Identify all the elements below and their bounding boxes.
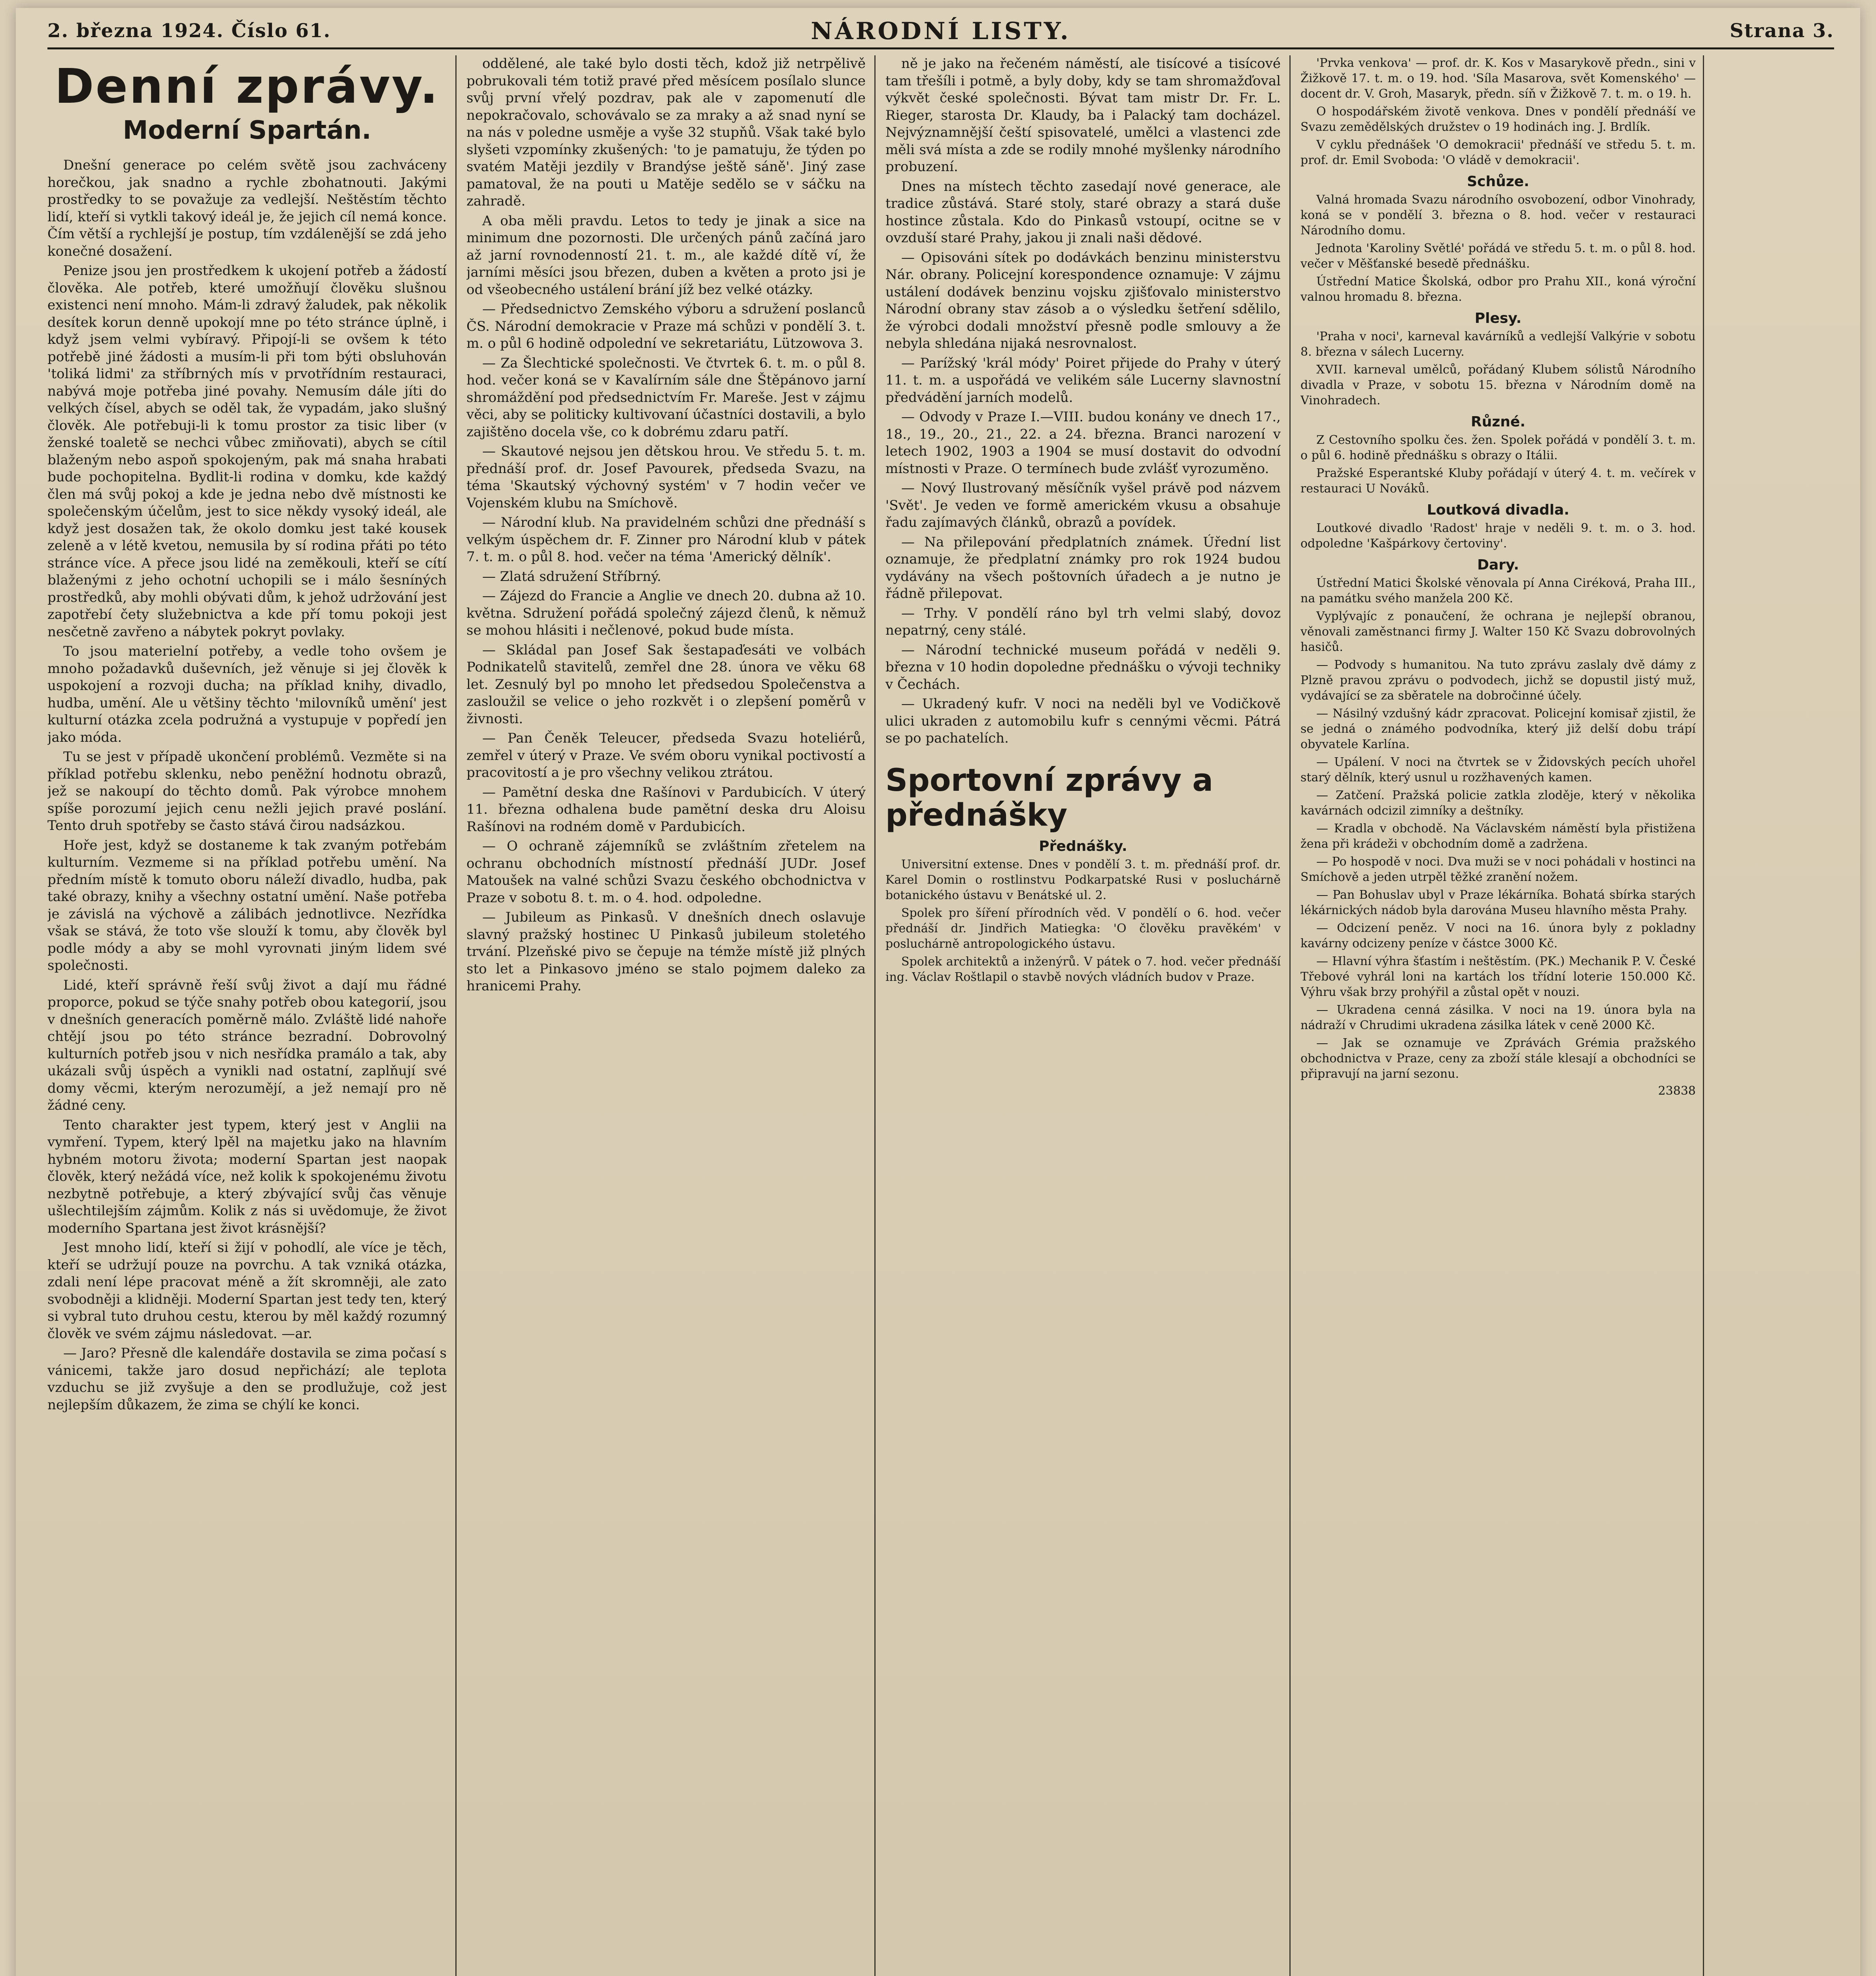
column-rule [455, 55, 457, 1976]
misc-item: Z Cestovního spolku čes. žen. Spolek pořádá v pondělí 3. t. m. o půl 6. hodině přednášku s obrazy o Itálii. [1300, 433, 1696, 462]
page-number: Strana 3. [1729, 20, 1834, 42]
article-paragraph: Hoře jest, když se dostaneme k tak zvaným potřebám kulturním. Vezmeme si na příklad potřebu umění. Na předním místě k tomuto oboru náleží divadlo, hudba, pak také obrazy, knihy a všechny ostatní umění. Naše potřeba je závislá na výchově a zálibách jednotlivce. Nezřídka však se stává, že toto vše slouží k tomu, aby člověk byl podle módy a aby se mohl vyrovnati jiným lidem své společnosti. [47, 837, 447, 973]
column-rule [874, 55, 876, 1976]
puppet-theatre-heading: Loutková divadla. [1427, 502, 1570, 518]
article-paragraph: Jest mnoho lidí, kteří si žijí v pohodlí, ale více je těch, kteří se udržují pouze na povrchu. A tak vzniká otázka, zdali není lépe pracovat méně a žít skromněji, ale zato svobodněji a klidněji. Moderní Spartan jest tedy ten, který si vybral tuto druhou cestu, kterou by měl každý rozumný člověk ve svém zájmu následovat. —ar. [47, 1240, 447, 1342]
news-item: — Předsednictvo Zemského výboru a sdružení poslanců ČS. Národní demokracie v Praze má schůzi v pondělí 3. t. m. o půl 6 hodině odpolední ve sekretariátu, Lützowova 3. [466, 301, 866, 351]
news-item: — Zatčení. Pražská policie zatkla zloděje, který v několika kavárnách odcizil zimníky a deštníky. [1300, 788, 1696, 818]
news-item: — Za Šlechtické společnosti. Ve čtvrtek 6. t. m. o půl 8. hod. večer koná se v Kavalírním sále dne Štěpánovo jarní shromáždění pod předsednictvím Fr. Mareše. Jest v zájmu věci, aby se politicky kultivovaní účastníci dostavili, a bylo zajištěno docela vše, co k dobrému zdaru patří. [466, 355, 866, 440]
news-item: — Po hospodě v noci. Dva muži se v noci pohádali v hostinci na Smíchově a jeden utrpěl těžké zranění nožem. [1300, 855, 1696, 884]
news-item: — Skládal pan Josef Sak šestapaďesáti ve volbách Podnikatelů stavitelů, zemřel dne 28. února ve věku 68 let. Zesnulý byl po mnoho let předsedou Společenstva a zasloužil se velice o jeho rozkvět i o zlepšení poměrů v živnosti. [466, 642, 866, 727]
misc-item: Pražské Esperantské Kluby pořádají v úterý 4. t. m. večírek v restauraci U Nováků. [1300, 466, 1696, 496]
article-paragraph: Penize jsou jen prostředkem k ukojení potřeb a žádostí člověka. Ale potřeb, které umožňují člověku slušnou existenci není mnoho. Mám-li zdravý žaludek, pak několik desítek korun denně upokojí mne po této stránce úplně, i když jsem velmi vybíravý. Připojí-li se ovšem k této potřebě jiné žádosti a musím-li při tom býti obsluhován 'toliká lidmi' za stříbrných mís v prvotřídním restauraci, nabývá moje potřeba jiné povahy. Nemusím dále jíti do velkých čísel, abych se oděl tak, že vypadám, jako slušný člověk. Ale potřebuji-li k tomu prostor za tisic liber (v ženské toaletě se nechci vůbec zmiňovati), abych se cítil blaženým nebo aspoň spokojeným, pak má snaha hrabati bude pochopitelna. Bydlit-li rodina v domku, kde každý člen má svůj pokoj a kde je jedna nebo dvě místnosti ke společenským účelům, jest to sice někdy vysoký ideál, ale když jest dosažen tak, že okolo domku jest také kousek zeleně a v létě kvetou, nemusila by sí rodina přáti po této stránce více. A přece jsou lidé na zeměkouli, kteří se cítí blaženými z jeho ochotní uchopili se i málo šesníných prostředků, aby mohli obývati dům, k jehož udržování jest zapotřebí čety služebnictva a kde pří tomu pokoji jest nesčetně zavřeno a nábytek pokryt povlaky. [47, 263, 447, 640]
ad-number: 23838 [1658, 1084, 1696, 1098]
lecture-item: V cyklu přednášek 'O demokracii' přednáší ve středu 5. t. m. prof. dr. Emil Svoboda: 'O vládě v demokracii'. [1300, 138, 1696, 167]
news-item: — Upálení. V noci na čtvrtek se v Židovských pecích uhořel starý dělník, který usnul u rozžhavených kamen. [1300, 755, 1696, 784]
ball-item: 'Praha v noci', karneval kavárníků a vedlejší Valkýrie v sobotu 8. března v sálech Lucerny. [1300, 330, 1696, 359]
column-4 [1300, 55, 1696, 1976]
lecture-item: 'Prvka venkova' — prof. dr. K. Kos v Masarykově předn., sini v Žižkově 17. t. m. o 19. hod. 'Síla Masarova, svět Komenského' — docent dr. V. Groh, Masaryk, předn. síň v Žižkově 7. t. m. o 19. h. [1300, 56, 1696, 101]
news-item: — Na přilepování předplatních známek. Úřední list oznamuje, že předplatní známky pro rok 1924 budou vydávány na všech poštovních úřadech a je nutno je řádně přilepovat. [885, 534, 1281, 601]
news-item: — Trhy. V pondělí ráno byl trh velmi slabý, dovoz nepatrný, ceny stálé. [885, 605, 1281, 638]
news-item: — Násilný vzdušný kádr zpracovat. Policejní komisař zjistil, že se jedná o známého podvodníka, který již delší dobu trápí obyvatele Karlína. [1300, 707, 1696, 751]
masthead: NÁRODNÍ LISTY. [811, 17, 1071, 45]
news-item: — Nový Ilustrovaný měsíčník vyšel právě pod názvem 'Svět'. Je veden ve formě americkém vkusu a obsahuje řadu zajímavých článků, obrazů a povídek. [885, 480, 1281, 530]
sport-section-heading: Sportovní zprávy a přednášky [885, 762, 1214, 833]
news-item: — Ukradena cenná zásilka. V noci na 19. února byla na nádraží v Chrudimi ukradena zásilka látek v ceně 2000 Kč. [1300, 1003, 1696, 1032]
misc-heading: Různé. [1470, 414, 1526, 430]
news-item: — Podvody s humanitou. Na tuto zprávu zaslaly dvě dámy z Plzně pravou zprávu o podvodech, jichž se dopustil jistý muž, vydávající se za sběratele na dobročinné účely. [1300, 658, 1696, 703]
meeting-item: Ústřední Matice Školská, odbor pro Prahu XII., koná výroční valnou hromadu 8. března. [1300, 275, 1696, 304]
news-item: — Parížský 'král módy' Poiret přijede do Prahy v úterý 11. t. m. a uspořádá ve velikém sále Lucerny slavnostní předvádění jarních modelů. [885, 355, 1281, 405]
news-item: — Opisováni sítek po dodávkách benzinu ministerstvu Nár. obrany. Policejní korespondence oznamuje: V zájmu ustálení dodávek benzinu vojsku zjišťovalo ministerstvo Národní obrany stav zásob a o výsledku šetření sdělilo, že výrobci dodali množství přesně podle smlouvy a že nebyla shledána nijaká nesrovnalost. [885, 249, 1281, 351]
lecture-item: Universitní extense. Dnes v pondělí 3. t. m. přednáší prof. dr. Karel Domin o rostlinstvu Podkarpatské Rusi v posluchárně botanického ústavu v Benátské ul. 2. [885, 857, 1281, 902]
issue-date: 2. března 1924. Číslo 61. [47, 20, 331, 42]
news-item: — Skautové nejsou jen dětskou hrou. Ve středu 5. t. m. přednáší prof. dr. Josef Pavourek, předseda Svazu, na téma 'Skautský výchovný systém' v 7 hodin večer ve Vojenském klubu na Smíchově. [466, 443, 866, 511]
article-paragraph: — Jaro? Přesně dle kalendáře dostavila se zima počasí s vánicemi, takže jaro dosud nepřichází; ale teplota vzduchu se již zvyšuje a den se prodlužuje, což jest nejlepším důkazem, že zima se chýlí ke konci. [47, 1345, 447, 1413]
article-paragraph: Dnešní generace po celém světě jsou zachváceny horečkou, jak snadno a rychle zbohatnouti. Jakými prostředky to se považuje za vedlejší. Neštěstím těchto lidí, kteří si vytkli takový ideál je, že jejich cíl nemá konce. Čím větší a rychlejší je postup, tím vzdálenější se zdá jeho konečné dosažení. [47, 157, 447, 259]
section-title: Denní zprávy. [55, 59, 440, 114]
article-paragraph: A oba měli pravdu. Letos to tedy je jinak a sice na minimum dne pozornosti. Dle určených pánů začíná jaro až jarní rovnodenností 21. t. m., ale každé dítě ví, že jarními měsíci jsou březen, duben a květen a proto jsi je od všeobecného ustálení brání jíž bez velké otázky. [466, 213, 866, 298]
news-item: — Pan Čeněk Teleucer, předseda Svazu hoteliérů, zemřel v úterý v Praze. Ve svém oboru vynikal poctivostí a pracovitostí a je pro všechny velikou ztrátou. [466, 730, 866, 781]
lecture-item: Spolek pro šíření přírodních věd. V pondělí o 6. hod. večer přednáší dr. Jindřich Matiegka: 'O člověku pravěkém' v posluchárně antropologického ústavu. [885, 906, 1281, 951]
puppet-item: Loutkové divadlo 'Radost' hraje v neděli 9. t. m. o 3. hod. odpoledne 'Kašpárkovy čertoviny'. [1300, 521, 1696, 551]
news-item: — Pan Bohuslav ubyl v Praze lékárníka. Bohatá sbírka starých lékárnických nádob byla darována Museu hlavního města Prahy. [1300, 888, 1696, 917]
news-item: — Zlatá sdružení Stříbrný. [482, 568, 661, 585]
article-paragraph: Dnes na místech těchto zasedají nové generace, ale tradice zůstává. Staré stoly, staré obrazy a stará duše hostince zůstala. Kdo do Pinkasů vstoupí, ocitne se v ovzduší staré Prahy, jakou ji znali naši dědové. [885, 178, 1281, 246]
news-item: — Ukradený kufr. V noci na neděli byl ve Vodičkově ulici ukraden z automobilu kufr s cennými věcmi. Pátrá se po pachatelích. [885, 696, 1281, 746]
meetings-heading: Schůze. [1467, 173, 1529, 190]
article-subtitle: Moderní Spartán. [123, 116, 372, 145]
meeting-item: Valná hromada Svazu národního osvobození, odbor Vinohrady, koná se v pondělí 3. března o 8. hod. večer v restauraci Národního domu. [1300, 193, 1696, 238]
column-3 [885, 55, 1281, 1976]
newspaper-page [16, 8, 1860, 1976]
column-rule [1703, 55, 1704, 1976]
donation-item: Ústřední Matici Školské věnovala pí Anna Ciréková, Praha III., na památku svého manžela 200 Kč. [1300, 576, 1696, 605]
donations-heading: Dary. [1477, 557, 1519, 573]
news-item: — Pamětní deska dne Rašínovi v Pardubicích. V úterý 11. března odhalena bude pamětní deska dru Aloisu Rašínovi na rodném domě v Pardubicích. [466, 784, 866, 835]
column-rule [1289, 55, 1291, 1976]
article-paragraph: oddělené, ale také bylo dosti těch, kdož již netrpělivě pobrukovali tém totiž pravé před měsícem posílalo slunce svůj první vřelý pozdrav, pak ale v zapomenutí dle nepokračovalo, schovávalo se za mraky a až snad nyní se na nás v poledne usměje a vyše 32 stupňů. Však také bylo slyšeti vzpomínky zkušených: 'to je pamatuju, že týden po svatém Matěji jezdily v Brandýse ještě sáně'. Jiný zase pamatoval, že na pouti u Matěje sedělo se v sáčku na zahradě. [466, 56, 866, 209]
news-item: — Odcizení peněz. V noci na 16. února byly z pokladny kavárny odcizeny peníze v částce 3000 Kč. [1300, 921, 1696, 950]
lectures-heading: Přednášky. [1039, 838, 1127, 854]
article-paragraph: Tento charakter jest typem, který jest v Anglii na vymření. Typem, který lpěl na majetku jako na hlavním hybném motoru života; moderní Spartan jest naopak člověk, který nežádá více, než kolik k spokojenému životu nezbytně potřebuje, a který zbývající svůj čas věnuje ušlechtilejším zájmům. Kolik z nás si uvědomuje, že život moderního Spartana jest život krásnější? [47, 1117, 447, 1236]
news-item: — Hlavní výhra šťastím i neštěstím. (PK.) Mechanik P. V. České Třebové vyhrál loni na kartách los třídní loterie 150.000 Kč. Výhru však brzy prohýřil a zůstal opět v nouzi. [1300, 954, 1696, 999]
column-2 [466, 55, 866, 1976]
lecture-item: Spolek architektů a inženýrů. V pátek o 7. hod. večer přednáší ing. Václav Roštlapil o stavbě nových vládních budov v Praze. [885, 954, 1281, 984]
news-item: — Odvody v Praze I.—VIII. budou konány ve dnech 17., 18., 19., 20., 21., 22. a 24. března. Branci narození v letech 1902, 1903 a 1904 se musí dostavit do odvodní místnosti v Praze. O termínech bude zvlášť vyrozuměno. [885, 409, 1281, 477]
news-item: — Jak se oznamuje ve Zprávách Grémia pražského obchodnictva v Praze, ceny za zboží stále klesají a obchodníci se připravují na jarní sezonu. [1300, 1036, 1696, 1081]
news-item: — Národní technické museum pořádá v neděli 9. března v 10 hodin dopoledne přednášku o vývoji techniky v Čechách. [885, 642, 1281, 692]
article-paragraph: ně je jako na řečeném náměstí, ale tisícové a tisícové tam třešíli i potmě, a byly doby, kdy se tam shromažďoval výkvět české společnosti. Bývat tam mistr Dr. Fr. L. Rieger, starosta Dr. Klaudy, ba i Palacký tam docházel. Nejvýznamnější čeští spisovatelé, umělci a vlastenci zde měli svá místa a zde se rodily mnohé myšlenky národního probuzení. [885, 56, 1281, 175]
article-paragraph: To jsou materielní potřeby, a vedle toho ovšem je mnoho požadavků duševních, jež věnuje si jej člověk k uspokojení a rozvoji ducha; na příklad knihy, divadlo, hudba, umění. Ale u většiny těchto 'milovníků umění' jest kulturní otázka zcela podružná a vystupuje v popředí jen jako móda. [47, 643, 447, 745]
news-item: — O ochraně zájemníků se zvláštním zřetelem na ochranu obchodních místností přednáší JUDr. Josef Matoušek na valné schůzi Svazu českého obchodnictva v Praze v sobotu 8. t. m. o 4. hod. odpoledne. [466, 838, 866, 906]
news-item: — Jubileum as Pinkasů. V dnešních dnech oslavuje slavný pražský hostinec U Pinkasů jubileum stoletého trvání. Plzeňské pivo se čepuje na témže místě již plných sto let a Pinkasovo jméno se stalo pojmem daleko za hranicemi Prahy. [466, 909, 866, 994]
ball-item: XVII. karneval umělců, pořádaný Klubem sólistů Národního divadla v Praze, v sobotu 15. března v Národním domě na Vinohradech. [1300, 363, 1696, 407]
news-item: — Národní klub. Na pravidelném schůzi dne přednáší s velkým úspěchem dr. F. Zinner pro Národní klub v pátek 7. t. m. o půl 8. hod. večer na téma 'Americký dělník'. [466, 515, 866, 565]
page-header [47, 12, 1834, 49]
lecture-item: O hospodářském životě venkova. Dnes v pondělí přednáší ve Svazu zemědělských družstev o 19 hodinách ing. J. Brdlík. [1300, 105, 1696, 134]
article-paragraph: Lidé, kteří správně řeší svůj život a dají mu řádné proporce, pokud se týče snahy potřeb obou kategorií, jsou v dnešních generacích poměrně málo. Zvláště lidé nahoře chtějí jsou po této stránce bezradní. Dobrovolný kulturních potřeb jsou v nich nesřídka pramálo a tak, aby ukázali svůj úspěch a vynikli nad ostatní, zaplňují své domy věcmi, kterým nerozumějí, a jež nemají pro ně žádné ceny. [47, 977, 447, 1113]
article-paragraph: Tu se jest v případě ukončení problémů. Vezměte si na příklad potřebu sklenku, nebo peněžní hodnotu obrazů, jež se nakoupí do těchto domů. Pak výrobce mnohem spíše porozumí jejich cenu nežli jejich pravé poslání. Tento druh spotřeby se často stává čirou nadsázkou. [47, 749, 447, 833]
news-item: — Kradla v obchodě. Na Václavském náměstí byla přistižena žena při krádeži v obchodním domě a zadržena. [1300, 822, 1696, 851]
meeting-item: Jednota 'Karoliny Světlé' pořádá ve středu 5. t. m. o půl 8. hod. večer v Měšťanské besedě přednášku. [1300, 241, 1696, 271]
balls-heading: Plesy. [1474, 310, 1522, 326]
column-1 [47, 55, 447, 1976]
donation-item: Vyplývajíc z ponaučení, že ochrana je nejlepší obranou, věnovali zaměstnanci firmy J. Walter 150 Kč Svazu dobrovolných hasičů. [1300, 609, 1696, 654]
news-item: — Zájezd do Francie a Anglie ve dnech 20. dubna až 10. května. Sdružení pořádá společný zájezd členů, k němuž se mohou hlásiti i nečlenové, pokud bude místa. [466, 588, 866, 638]
